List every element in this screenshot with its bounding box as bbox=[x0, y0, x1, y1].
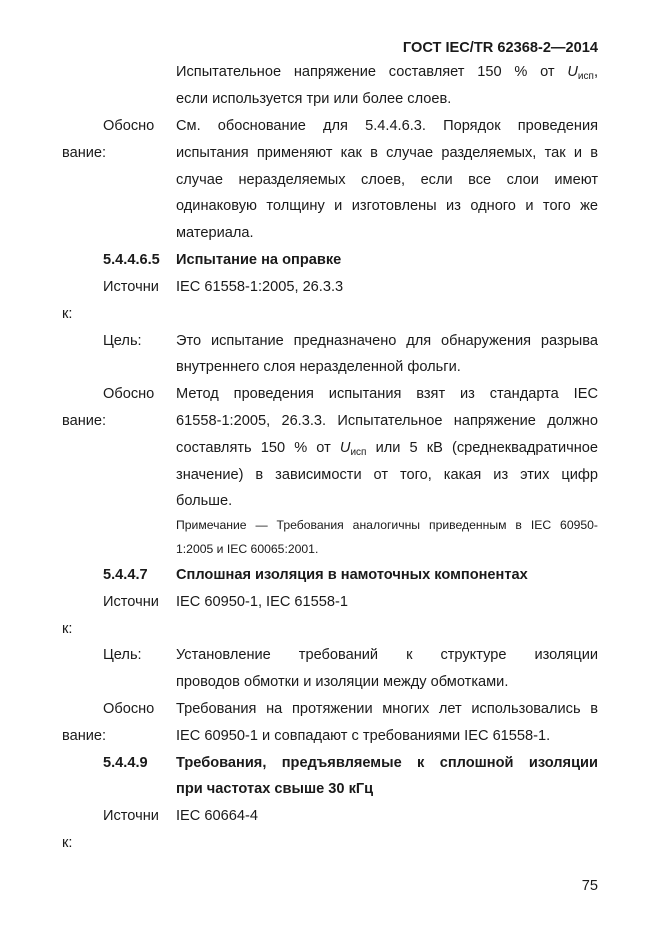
rationale-line: одинаковую толщину и изготовлены из одного и того же bbox=[176, 198, 598, 214]
note-line: Примечание — Требования аналогичны приведенным в IEC 60950- bbox=[176, 518, 598, 532]
intro-line-2: если используется три или более слоев. bbox=[176, 91, 452, 107]
purpose-label: Цель: bbox=[103, 333, 142, 349]
purpose-line: внутреннего слоя неразделенной фольги. bbox=[176, 359, 461, 375]
section-number: 5.4.4.6.5 bbox=[103, 252, 160, 268]
source-text: IEC 61558-1:2005, 26.3.3 bbox=[176, 279, 344, 295]
intro-punct: , bbox=[593, 64, 598, 80]
document-header: ГОСТ IEC/TR 62368-2—2014 bbox=[402, 40, 598, 56]
rationale-text: или 5 кВ (среднеквадратичное bbox=[366, 440, 598, 456]
source-label-cont: к: bbox=[62, 306, 73, 322]
section-number: 5.4.4.9 bbox=[103, 755, 148, 771]
rationale-line: значение) в зависимости от того, какая из этих цифр bbox=[176, 467, 598, 483]
section-title: Требования, предъявляемые к сплошной изоляции bbox=[176, 755, 598, 771]
section-title: Сплошная изоляция в намоточных компонентах bbox=[176, 567, 528, 583]
voltage-symbol: U bbox=[339, 440, 351, 456]
rationale-label: Обосно bbox=[103, 386, 155, 402]
rationale-line: Требования на протяжении многих лет использовались в bbox=[176, 701, 598, 717]
section-title: Испытание на оправке bbox=[176, 252, 342, 268]
section-number: 5.4.4.7 bbox=[103, 567, 148, 583]
rationale-label-cont: вание: bbox=[62, 728, 107, 744]
source-label-cont: к: bbox=[62, 621, 73, 637]
rationale-label-cont: вание: bbox=[62, 145, 107, 161]
purpose-label: Цель: bbox=[103, 647, 142, 663]
page-number: 75 bbox=[581, 878, 598, 894]
rationale-line bbox=[176, 438, 598, 463]
rationale-line: испытания применяют как в случае разделяемых, так и в bbox=[176, 145, 598, 161]
source-text: IEC 60950-1, IEC 61558-1 bbox=[176, 594, 348, 610]
source-label: Источни bbox=[103, 279, 159, 295]
rationale-line: больше. bbox=[176, 493, 233, 509]
rationale-label: Обосно bbox=[103, 701, 155, 717]
rationale-line: материала. bbox=[176, 225, 254, 241]
source-label: Источни bbox=[103, 808, 159, 824]
voltage-subscript: исп bbox=[350, 447, 367, 458]
source-label-cont: к: bbox=[62, 835, 73, 851]
rationale-text: составлять 150 % от bbox=[176, 440, 340, 456]
intro-text: Испытательное напряжение составляет 150 % от bbox=[176, 64, 568, 80]
rationale-label: Обосно bbox=[103, 118, 155, 134]
rationale-line: 61558-1:2005, 26.3.3. Испытательное напряжение должно bbox=[176, 413, 598, 429]
source-text: IEC 60664-4 bbox=[176, 808, 258, 824]
rationale-label-cont: вание: bbox=[62, 413, 107, 429]
note-line: 1:2005 и IEC 60065:2001. bbox=[176, 542, 319, 556]
purpose-line: Это испытание предназначено для обнаружения разрыва bbox=[176, 333, 598, 349]
voltage-symbol: U bbox=[567, 64, 578, 80]
voltage-subscript: исп bbox=[577, 71, 594, 82]
section-title-cont: при частотах свыше 30 кГц bbox=[176, 781, 374, 797]
purpose-line: проводов обмотки и изоляции между обмотками. bbox=[176, 674, 509, 690]
intro-line-1 bbox=[176, 62, 598, 87]
purpose-line: Установление требований к структуре изоляции bbox=[176, 647, 598, 663]
source-label: Источни bbox=[103, 594, 159, 610]
rationale-line: Метод проведения испытания взят из стандарта IEC bbox=[176, 386, 598, 402]
rationale-line: См. обоснование для 5.4.4.6.3. Порядок проведения bbox=[176, 118, 598, 134]
rationale-line: случае неразделяемых слоев, если все слои имеют bbox=[176, 172, 598, 188]
rationale-line: IEC 60950-1 и совпадают с требованиями IEC 61558-1. bbox=[176, 728, 551, 744]
